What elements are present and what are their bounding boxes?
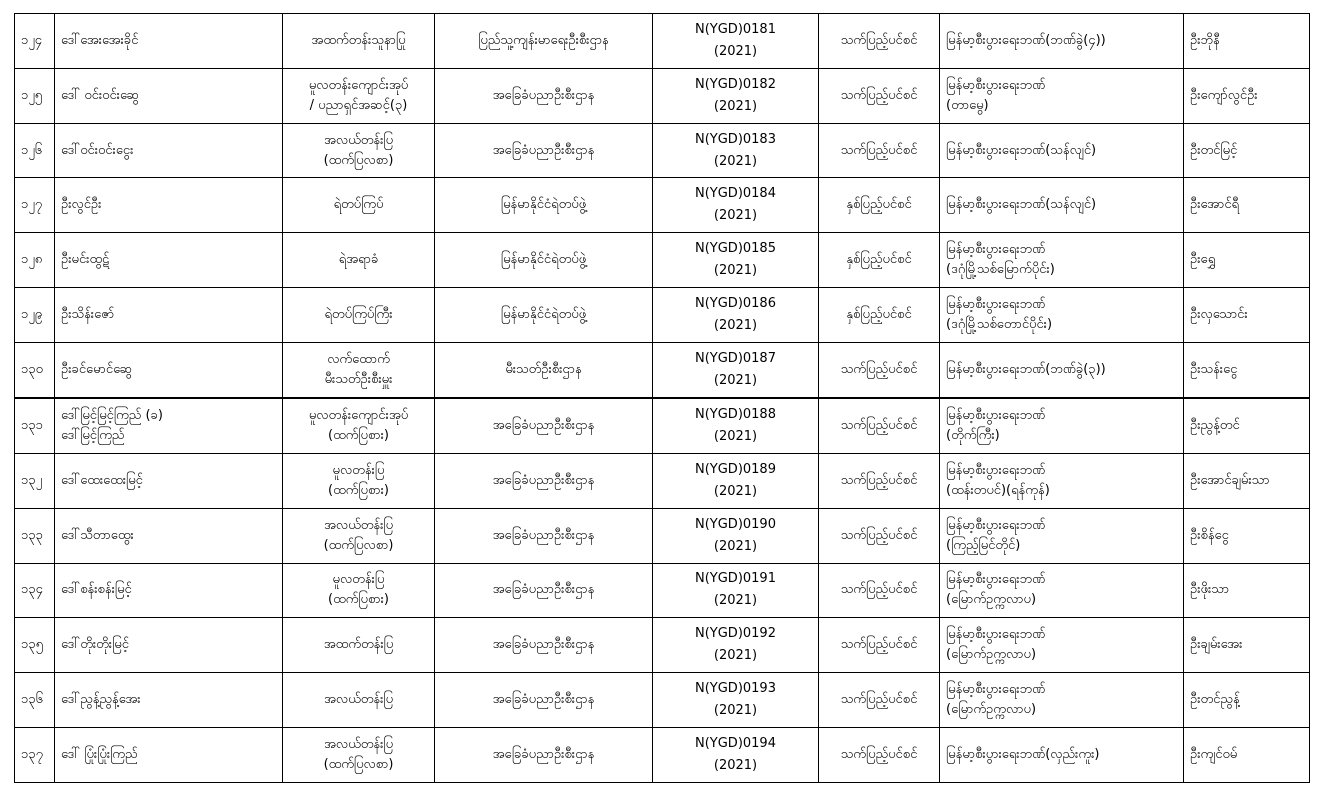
- pension-code-cell: [653, 673, 819, 728]
- rank-cell-line: ရဲတပ်ကြပ်ကြီး: [324, 307, 393, 323]
- father-name-cell: ဦးအောင်ရီ: [1184, 178, 1310, 233]
- bank-branch-cell-line: (တိုက်ကြီး): [946, 427, 1000, 443]
- department-cell: အခြေခံပညာဦးစီးဌာန: [435, 618, 653, 673]
- father-name-cell: ဦးလှသောင်း: [1184, 288, 1310, 343]
- rank-cell-line: လက်ထောက်: [327, 351, 390, 367]
- pension-code: N(YGD)0184: [695, 186, 776, 202]
- pension-code: N(YGD)0193: [695, 681, 776, 697]
- department-cell: အခြေခံပညာဦးစီးဌာန: [435, 727, 653, 782]
- rank-cell: [283, 342, 435, 397]
- bank-branch-cell-line: မြန်မာ့စီးပွားရေးဘဏ်: [946, 682, 1046, 698]
- department-cell: မြန်မာနိုင်ငံရဲတပ်ဖွဲ့: [435, 178, 653, 233]
- serial-number-cell: ၁၃၀: [15, 342, 55, 397]
- serial-number-cell: ၁၂၉: [15, 288, 55, 343]
- name-cell-line: ဒေါ် ဝင်းဝင်းဆွေ: [61, 87, 140, 103]
- rank-cell: [283, 453, 435, 508]
- rank-cell: [283, 618, 435, 673]
- name-cell-line: ဒေါ်တိုးတိုးမြင့်: [61, 637, 129, 653]
- serial-number-cell: ၁၂၅: [15, 68, 55, 123]
- pension-code-cell: [653, 453, 819, 508]
- rank-cell-line: မူလတန်းကျောင်းအုပ်: [308, 407, 409, 423]
- bank-branch-cell: [940, 68, 1184, 123]
- pension-year: (2021): [713, 372, 758, 388]
- serial-number-cell: ၁၃၄: [15, 563, 55, 618]
- pension-code: N(YGD)0190: [695, 516, 776, 532]
- table-row: [15, 398, 1310, 453]
- pension-code-cell: [653, 14, 819, 69]
- pension-code: N(YGD)0183: [695, 131, 776, 147]
- pension-code: N(YGD)0191: [695, 571, 776, 587]
- name-cell: [55, 727, 283, 782]
- bank-branch-cell-line: (ထန်းတပင်)(ရန်ကုန်): [946, 482, 1050, 498]
- table-row: [15, 563, 1310, 618]
- pension-code-cell: [653, 618, 819, 673]
- rank-cell-line: အလယ်တန်းပြ: [323, 517, 394, 533]
- pension-code-cell: [653, 398, 819, 453]
- department-cell: မီးသတ်ဦးစီးဌာန: [435, 342, 653, 397]
- rank-cell-line: မူလတန်းပြ: [332, 572, 385, 588]
- name-cell: [55, 453, 283, 508]
- name-cell: [55, 508, 283, 563]
- bank-branch-cell-line: မြန်မာ့စီးပွားရေးဘဏ်: [946, 297, 1046, 313]
- pension-year: (2021): [713, 703, 758, 719]
- pension-code-cell: [653, 563, 819, 618]
- pension-type-cell: သက်ပြည့်ပင်စင်: [819, 727, 940, 782]
- name-cell-line: ဒေါ်ဝင်းဝင်းငွေး: [61, 142, 134, 158]
- pension-type-cell: သက်ပြည့်ပင်စင်: [819, 398, 940, 453]
- table-row: [15, 727, 1310, 782]
- pension-code-cell: [653, 123, 819, 178]
- rank-cell: [283, 673, 435, 728]
- table-row: [15, 233, 1310, 288]
- pension-type-cell: နှစ်ပြည့်ပင်စင်: [819, 178, 940, 233]
- pension-code-cell: [653, 178, 819, 233]
- pension-code-cell: [653, 508, 819, 563]
- father-name-cell: ဦးစိန်ငွေ: [1184, 508, 1310, 563]
- pension-year: (2021): [713, 98, 758, 114]
- bank-branch-cell-line: မြန်မာ့စီးပွားရေးဘဏ်: [946, 517, 1046, 533]
- department-cell: ပြည်သူ့ကျန်းမာရေးဦးစီးဌာန: [435, 14, 653, 69]
- pension-code: N(YGD)0181: [695, 21, 776, 37]
- father-name-cell: ဦးသန်းငွေ: [1184, 342, 1310, 397]
- bank-branch-cell: [940, 342, 1184, 397]
- bank-branch-cell: [940, 673, 1184, 728]
- bank-branch-cell-line: မြန်မာ့စီးပွားရေးဘဏ်(သန်လျင်): [946, 142, 1097, 158]
- father-name-cell: ဦးချမ်းအေး: [1184, 618, 1310, 673]
- father-name-cell: ဦးတင်ညွန့်: [1184, 673, 1310, 728]
- rank-cell-line: (ထက်ပြစား): [328, 482, 389, 498]
- rank-cell-line: အထက်တန်းပြ: [323, 637, 394, 653]
- department-cell: အခြေခံပညာဦးစီးဌာန: [435, 563, 653, 618]
- serial-number-cell: ၁၃၇: [15, 727, 55, 782]
- serial-number-cell: ၁၃၃: [15, 508, 55, 563]
- pension-type-cell: သက်ပြည့်ပင်စင်: [819, 673, 940, 728]
- pension-type-cell: သက်ပြည့်ပင်စင်: [819, 453, 940, 508]
- bank-branch-cell-line: (ကြည့်မြင်တိုင်): [946, 537, 1021, 553]
- bank-branch-cell-line: (မြောက်ဥက္ကလာပ): [946, 702, 1037, 718]
- pension-year: (2021): [713, 43, 758, 59]
- rank-cell-line: (ထက်ပြစား): [328, 427, 389, 443]
- rank-cell-line: အလယ်တန်းပြ: [323, 692, 394, 708]
- name-cell: [55, 233, 283, 288]
- father-name-cell: ဦးညွန့်တင်: [1184, 398, 1310, 453]
- pension-year: (2021): [713, 263, 758, 279]
- department-cell: မြန်မာနိုင်ငံရဲတပ်ဖွဲ့: [435, 233, 653, 288]
- serial-number-cell: ၁၂၇: [15, 178, 55, 233]
- name-cell-line: ဒေါ်သီတာထွေး: [61, 527, 134, 543]
- pension-code: N(YGD)0182: [695, 76, 776, 92]
- bank-branch-cell: [940, 398, 1184, 453]
- name-cell-line: ဦးမင်းထွဋ်: [61, 252, 110, 268]
- pension-type-cell: သက်ပြည့်ပင်စင်: [819, 123, 940, 178]
- bank-branch-cell-line: မြန်မာ့စီးပွားရေးဘဏ်: [946, 77, 1046, 93]
- name-cell-line: ဒေါ် ပြုံးပြုံးကြည်: [61, 746, 138, 762]
- table-row: [15, 178, 1310, 233]
- rank-cell-line: မူလတန်းပြ: [332, 462, 385, 478]
- pension-code: N(YGD)0189: [695, 461, 776, 477]
- bank-branch-cell-line: မြန်မာ့စီးပွားရေးဘဏ်: [946, 627, 1046, 643]
- bank-branch-cell-line: မြန်မာ့စီးပွားရေးဘဏ်(ဘဏ်ခွဲ(၄)): [946, 32, 1106, 48]
- table-row: [15, 618, 1310, 673]
- rank-cell: [283, 563, 435, 618]
- rank-cell-line: အလယ်တန်းပြ: [323, 736, 394, 752]
- rank-cell-line: အထက်တန်းသူနာပြု: [311, 32, 406, 48]
- rank-cell: [283, 68, 435, 123]
- serial-number-cell: ၁၃၆: [15, 673, 55, 728]
- pension-type-cell: သက်ပြည့်ပင်စင်: [819, 563, 940, 618]
- bank-branch-cell: [940, 123, 1184, 178]
- pension-year: (2021): [713, 593, 758, 609]
- father-name-cell: ဦးကျော်လွင်ဦး: [1184, 68, 1310, 123]
- name-cell-line: ဒေါ်မြင့်ကြည်: [61, 427, 125, 443]
- name-cell: [55, 123, 283, 178]
- bank-branch-cell: [940, 453, 1184, 508]
- bank-branch-cell: [940, 14, 1184, 69]
- bank-branch-cell: [940, 563, 1184, 618]
- name-cell: [55, 178, 283, 233]
- father-name-cell: ဦးကျင်ဝမ်: [1184, 727, 1310, 782]
- table-row: [15, 342, 1310, 397]
- father-name-cell: ဦးအောင်ချမ်းသာ: [1184, 453, 1310, 508]
- name-cell: [55, 398, 283, 453]
- bank-branch-cell-line: (မြောက်ဥက္ကလာပ): [946, 647, 1037, 663]
- name-cell-line: ဦးလွင်ဦး: [61, 197, 102, 213]
- father-name-cell: ဦးတင်မြင့်: [1184, 123, 1310, 178]
- pension-year: (2021): [713, 208, 758, 224]
- serial-number-cell: ၁၃၂: [15, 453, 55, 508]
- bank-branch-cell-line: (တာမွေ): [946, 97, 989, 113]
- name-cell-line: ဒေါ်ထေးထေးမြင့်: [61, 472, 143, 488]
- table-row: [15, 123, 1310, 178]
- father-name-cell: ဦးဖိုးသာ: [1184, 563, 1310, 618]
- rank-cell-line: မီးသတ်ဦးစီးမှူး: [324, 371, 393, 387]
- rank-cell: [283, 14, 435, 69]
- pension-year: (2021): [713, 648, 758, 664]
- table-row: [15, 673, 1310, 728]
- name-cell: [55, 342, 283, 397]
- name-cell-line: ဒေါ်မြင့်မြင့်ကြည် (ခ): [61, 407, 163, 423]
- table-row: [15, 453, 1310, 508]
- bank-branch-cell-line: မြန်မာ့စီးပွားရေးဘဏ်: [946, 572, 1046, 588]
- rank-cell: [283, 178, 435, 233]
- bank-branch-cell-line: (ဒဂုံမြို့သစ်တောင်ပိုင်း): [946, 317, 1053, 333]
- pension-year: (2021): [713, 428, 758, 444]
- pension-type-cell: သက်ပြည့်ပင်စင်: [819, 342, 940, 397]
- rank-cell: [283, 233, 435, 288]
- bank-branch-cell: [940, 508, 1184, 563]
- father-name-cell: ဦးဘိုနီ: [1184, 14, 1310, 69]
- rank-cell-line: / ပညာရှင်အဆင့်(၃): [309, 97, 408, 113]
- name-cell: [55, 673, 283, 728]
- name-cell: [55, 14, 283, 69]
- pension-year: (2021): [713, 153, 758, 169]
- pension-year: (2021): [713, 538, 758, 554]
- bank-branch-cell: [940, 233, 1184, 288]
- serial-number-cell: ၁၃၁: [15, 398, 55, 453]
- serial-number-cell: ၁၃၅: [15, 618, 55, 673]
- name-cell: [55, 563, 283, 618]
- rank-cell-line: ရဲအရာခံ: [338, 252, 379, 268]
- bank-branch-cell-line: (မြောက်ဥက္ကလာပ): [946, 592, 1037, 608]
- pension-code-cell: [653, 342, 819, 397]
- rank-cell-line: (ထက်ပြလစာ): [323, 152, 394, 168]
- pension-code: N(YGD)0185: [695, 241, 776, 257]
- department-cell: အခြေခံပညာဦးစီးဌာန: [435, 673, 653, 728]
- pension-type-cell: သက်ပြည့်ပင်စင်: [819, 14, 940, 69]
- name-cell-line: ဒေါ်စန်းစန်းမြင့်: [61, 582, 132, 598]
- department-cell: အခြေခံပညာဦးစီးဌာန: [435, 398, 653, 453]
- pension-code-cell: [653, 68, 819, 123]
- name-cell: [55, 618, 283, 673]
- pension-type-cell: နှစ်ပြည့်ပင်စင်: [819, 233, 940, 288]
- pension-type-cell: နှစ်ပြည့်ပင်စင်: [819, 288, 940, 343]
- pension-code: N(YGD)0192: [695, 626, 776, 642]
- department-cell: အခြေခံပညာဦးစီးဌာန: [435, 68, 653, 123]
- bank-branch-cell-line: မြန်မာ့စီးပွားရေးဘဏ်(လှည်းကူး): [946, 746, 1100, 762]
- name-cell-line: ဦးသိန်းဇော်: [61, 307, 115, 323]
- rank-cell: [283, 727, 435, 782]
- bank-branch-cell-line: မြန်မာ့စီးပွားရေးဘဏ်: [946, 242, 1046, 258]
- table-row: [15, 288, 1310, 343]
- department-cell: အခြေခံပညာဦးစီးဌာန: [435, 508, 653, 563]
- rank-cell: [283, 123, 435, 178]
- father-name-cell: ဦးရွှေ: [1184, 233, 1310, 288]
- rank-cell-line: (ထက်ပြလစာ): [323, 537, 394, 553]
- rank-cell-line: မူလတန်းကျောင်းအုပ်: [308, 77, 409, 93]
- pension-code: N(YGD)0187: [695, 350, 776, 366]
- serial-number-cell: ၁၂၆: [15, 123, 55, 178]
- pension-code-cell: [653, 288, 819, 343]
- department-cell: အခြေခံပညာဦးစီးဌာန: [435, 453, 653, 508]
- bank-branch-cell: [940, 178, 1184, 233]
- serial-number-cell: ၁၂၄: [15, 14, 55, 69]
- rank-cell-line: ရဲတပ်ကြပ်: [333, 197, 384, 213]
- pension-year: (2021): [713, 318, 758, 334]
- name-cell-line: ဒေါ်အေးအေးခိုင်: [61, 32, 139, 48]
- bank-branch-cell-line: မြန်မာ့စီးပွားရေးဘဏ်: [946, 462, 1046, 478]
- pension-code: N(YGD)0188: [695, 406, 776, 422]
- bank-branch-cell-line: မြန်မာ့စီးပွားရေးဘဏ်: [946, 407, 1046, 423]
- name-cell: [55, 68, 283, 123]
- department-cell: အခြေခံပညာဦးစီးဌာန: [435, 123, 653, 178]
- pension-code-cell: [653, 727, 819, 782]
- name-cell: [55, 288, 283, 343]
- table-row: [15, 68, 1310, 123]
- name-cell-line: ဦးခင်မောင်ဆွေ: [61, 361, 133, 377]
- rank-cell: [283, 508, 435, 563]
- pension-code: N(YGD)0186: [695, 296, 776, 312]
- pension-year: (2021): [713, 483, 758, 499]
- bank-branch-cell-line: မြန်မာ့စီးပွားရေးဘဏ်(သန်လျင်): [946, 197, 1097, 213]
- bank-branch-cell: [940, 288, 1184, 343]
- bank-branch-cell: [940, 618, 1184, 673]
- bank-branch-cell: [940, 727, 1184, 782]
- bank-branch-cell-line: မြန်မာ့စီးပွားရေးဘဏ်(ဘဏ်ခွဲ(၃)): [946, 361, 1106, 377]
- serial-number-cell: ၁၂၈: [15, 233, 55, 288]
- rank-cell-line: (ထက်ပြစား): [328, 592, 389, 608]
- pension-type-cell: သက်ပြည့်ပင်စင်: [819, 508, 940, 563]
- rank-cell: [283, 398, 435, 453]
- name-cell-line: ဒေါ်ညွန့်ညွန့်အေး: [61, 692, 141, 708]
- pension-code: N(YGD)0194: [695, 735, 776, 751]
- pension-register-table: [14, 13, 1310, 783]
- pension-year: (2021): [713, 757, 758, 773]
- rank-cell: [283, 288, 435, 343]
- rank-cell-line: အလယ်တန်းပြ: [323, 132, 394, 148]
- table-row: [15, 14, 1310, 69]
- pension-type-cell: သက်ပြည့်ပင်စင်: [819, 68, 940, 123]
- bank-branch-cell-line: (ဒဂုံမြို့သစ်မြောက်ပိုင်း): [946, 262, 1055, 278]
- pension-type-cell: သက်ပြည့်ပင်စင်: [819, 618, 940, 673]
- rank-cell-line: (ထက်ပြလစာ): [323, 756, 394, 772]
- table-row: [15, 508, 1310, 563]
- pension-code-cell: [653, 233, 819, 288]
- department-cell: မြန်မာနိုင်ငံရဲတပ်ဖွဲ့: [435, 288, 653, 343]
